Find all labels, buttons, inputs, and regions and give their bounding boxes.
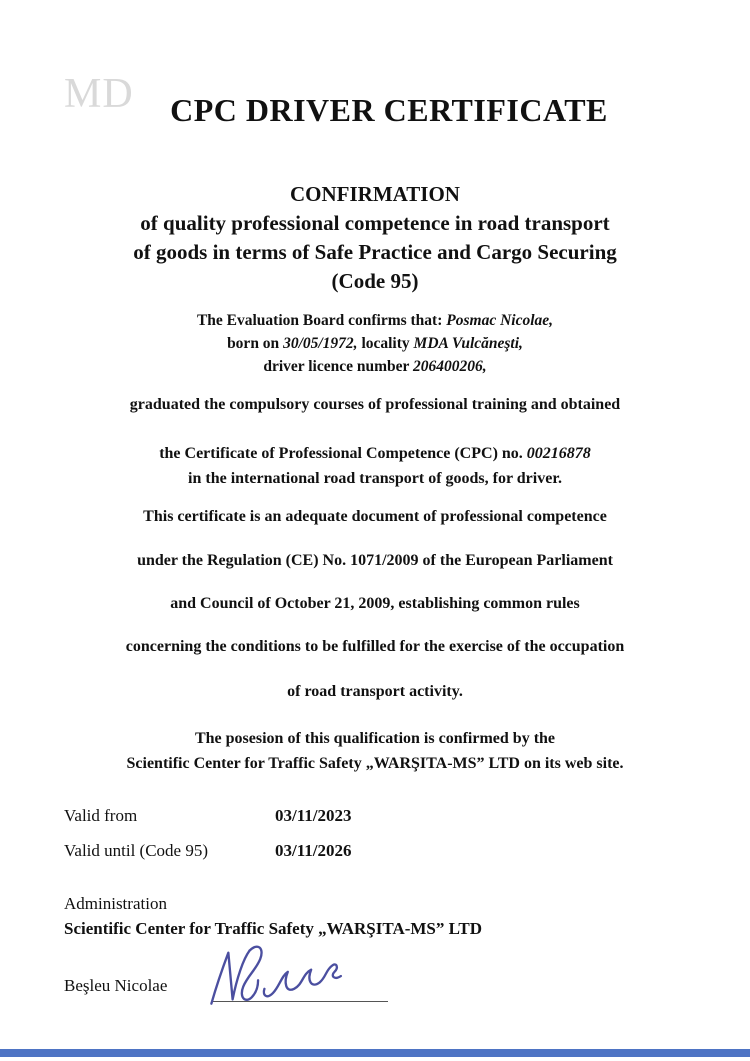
- valid-until-label: Valid until (Code 95): [64, 841, 209, 860]
- birth-date: 30/05/1972,: [283, 335, 358, 352]
- paragraph-regulation: under the Regulation (CE) No. 1071/2009 of the European Parliament: [137, 552, 613, 569]
- locality-value: MDA Vulcăneşti,: [413, 335, 523, 352]
- paragraph-cpc-number: [0, 441, 750, 491]
- paragraph-possession: [0, 726, 750, 776]
- cpc-number-line: [0, 441, 750, 466]
- licence-number-value: 206400206,: [413, 358, 487, 375]
- signature-stroke-2: [242, 947, 262, 1000]
- possession-line-1: The posesion of this qualification is confirmed by the: [194, 730, 556, 747]
- administration-block: [64, 891, 482, 941]
- heading-line-1: CONFIRMATION: [290, 182, 460, 206]
- paragraph-graduated: graduated the compulsory courses of professional training and obtained: [129, 396, 621, 413]
- valid-from-label: Valid from: [64, 806, 138, 825]
- confirms-line-1-label: The Evaluation Board confirms that:: [196, 312, 443, 329]
- paragraph-conditions: concerning the conditions to be fulfilled for the exercise of the occupation: [125, 638, 625, 655]
- cpc-number-label: the Certificate of Professional Competence (CPC) no.: [159, 445, 523, 462]
- possession-line-2: Scientific Center for Traffic Safety „WARŞITA-MS” LTD on its web site.: [126, 755, 624, 772]
- confirms-line-1: [0, 309, 750, 332]
- paragraph-road-transport: of road transport activity.: [287, 683, 463, 700]
- signatory-name: Beşleu Nicolae: [64, 976, 168, 995]
- cpc-scope-line: in the international road transport of goods, for driver.: [188, 470, 562, 487]
- heading-line-2: of quality professional competence in road transport: [140, 211, 610, 235]
- confirms-line-2: [0, 332, 750, 355]
- signature-ink: [205, 942, 343, 1008]
- administration-organization: Scientific Center for Traffic Safety „WARŞITA-MS” LTD: [64, 919, 483, 938]
- evaluation-board-statement: [0, 309, 750, 378]
- paragraph-adequate-document: This certificate is an adequate document of professional competence: [143, 508, 607, 525]
- valid-until-date: 03/11/2026: [275, 841, 352, 860]
- confirms-line-3: [0, 355, 750, 378]
- paragraph-council: and Council of October 21, 2009, establishing common rules: [170, 595, 580, 612]
- licence-number-label: driver licence number: [263, 358, 410, 375]
- holder-name: Posmac Nicolae,: [446, 312, 554, 329]
- cpc-number-value: 00216878: [526, 445, 591, 462]
- bottom-blue-bar: [0, 1049, 750, 1057]
- heading-line-4: (Code 95): [331, 269, 419, 293]
- signature-stroke-1: [211, 951, 249, 1004]
- signature-stroke-3: [264, 964, 341, 996]
- confirmation-heading: [0, 180, 750, 296]
- valid-from-date: 03/11/2023: [275, 806, 352, 825]
- valid-until-row: [64, 841, 352, 861]
- md-watermark: MD: [64, 71, 134, 117]
- valid-from-row: [64, 806, 352, 826]
- administration-label: Administration: [64, 894, 167, 913]
- locality-label: locality: [361, 335, 410, 352]
- heading-line-3: of goods in terms of Safe Practice and Cargo Securing: [133, 240, 617, 264]
- certificate-title: CPC DRIVER CERTIFICATE: [170, 92, 608, 128]
- born-on-label: born on: [227, 335, 280, 352]
